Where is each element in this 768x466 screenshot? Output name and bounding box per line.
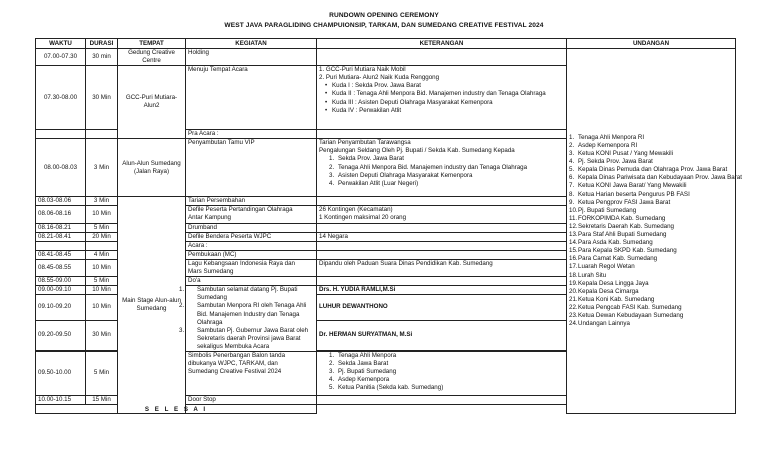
cell-durasi: 30 Min	[86, 66, 118, 130]
kuda-item: • Kuda IV : Perwakilan Atlit	[325, 107, 564, 115]
cell-waktu: 09.50-10.00	[36, 351, 86, 395]
list-text: Ketua Dewan Kebudayaan Sumedang	[578, 311, 684, 319]
cell-keterangan	[317, 206, 567, 223]
selesai-label: S E L E S A I	[36, 405, 317, 414]
cell-kegiatan	[186, 206, 317, 223]
list-number: 11.	[569, 214, 578, 222]
list-number: 5.	[569, 166, 575, 174]
cell-durasi: 4 Min	[86, 250, 118, 259]
list-text: FORKOPIMDA Kab. Sumedang	[578, 214, 666, 222]
cell-keterangan: Dr. HERMAN SURYATMAN, M.Si	[317, 320, 567, 350]
cell-waktu: 08.03-08.06	[36, 197, 86, 206]
cell-durasi: 30 Min	[86, 320, 118, 350]
list-text: Para Kepala SKPD Kab. Sumedang	[578, 247, 677, 255]
cell-tempat: Main Stage Alun-alun Sumedang	[118, 197, 186, 414]
cell-kegiatan	[186, 351, 317, 395]
header-waktu: WAKTU	[36, 39, 86, 49]
undangan-item	[569, 166, 733, 174]
balon-item	[329, 384, 564, 392]
cell-keterangan	[317, 241, 567, 250]
list-number: 18.	[569, 271, 578, 279]
cell-durasi: 10 Min	[86, 206, 118, 223]
list-text: Asisten Deputi Olahraga Masyarakat Kemenpora	[338, 171, 473, 179]
cell-kegiatan: Menuju Tempat Acara	[186, 66, 317, 130]
list-number: 8.	[569, 190, 575, 198]
list-text: Kepala Dinas Pemuda dan Olahraga Prov. Jawa Barat	[578, 166, 728, 174]
keterangan-line: Pengalungan Seldang Oleh Pj. Bupati / Sekda Kab. Sumedang Kepada	[319, 147, 515, 155]
undangan-item	[569, 174, 742, 182]
cell-kegiatan	[179, 286, 317, 352]
cell-keterangan	[317, 223, 567, 232]
list-number: 2.	[329, 360, 335, 368]
list-number: 24.	[569, 320, 578, 328]
balon-item	[329, 368, 564, 376]
cell-keterangan: LUHUR DEWANTHONO	[317, 295, 567, 320]
undangan-item	[569, 272, 733, 280]
list-number: 1.	[329, 155, 335, 163]
undangan-item	[569, 158, 733, 166]
list-text: Ketua Koni Kab. Sumedang	[578, 295, 655, 303]
undangan-item	[569, 199, 733, 207]
cell-waktu: 08.00-08.03	[36, 139, 86, 197]
cell-durasi: 5 Min	[86, 277, 118, 286]
list-number: 7.	[569, 182, 575, 190]
document-title: RUNDOWN OPENING CEREMONY	[329, 12, 439, 19]
cell-keterangan	[317, 277, 567, 286]
kuda-item: • Kuda III : Asisten Deputi Olahraga Masyarakat Kemenpora	[325, 99, 564, 107]
vip-item	[329, 180, 564, 188]
list-number: 23.	[569, 311, 578, 319]
list-number: 10.	[569, 206, 578, 214]
cell-waktu: 08.21-08.41	[36, 232, 86, 241]
keterangan-line: Tarian Penyambutan Tarawangsa	[319, 139, 411, 147]
list-number: 9.	[569, 198, 575, 206]
list-text: Tenaga Ahli Menpora Bid. Manajemen industry dan Tenaga Olahraga	[338, 163, 528, 171]
cell-waktu: 10.00-10.15	[36, 395, 86, 404]
list-number: 4.	[329, 179, 335, 187]
list-number: 1.	[569, 133, 575, 141]
undangan-item	[569, 207, 733, 215]
list-text: Luarah Regol Wetan	[578, 263, 635, 271]
sambutan-item	[179, 286, 314, 302]
balon-list	[319, 352, 564, 392]
cell-kegiatan: Do'a	[186, 277, 317, 286]
cell-kegiatan: Drumband	[186, 223, 317, 232]
undangan-item	[569, 142, 733, 150]
undangan-item	[569, 191, 733, 199]
cell-keterangan: Dipandu oleh Paduan Suara Dinas Pendidikan Kab. Sumedang	[317, 259, 567, 276]
list-text: Pj. Sekda Prov. Jawa Barat	[578, 158, 653, 166]
cell-kegiatan: Holding	[186, 49, 317, 66]
table-header-row	[36, 39, 736, 49]
list-number: 16.	[569, 255, 578, 263]
list-number: 17.	[569, 263, 578, 271]
undangan-item	[569, 312, 733, 320]
list-text: Ketua Pengcab FASI Kab. Sumedang	[578, 303, 682, 311]
vip-item	[329, 164, 564, 172]
list-text: Sambutan Menpora RI oleh Tenaga Ahli Bid. Manajemen Industry dan Tenaga Olahraga	[197, 302, 307, 326]
cell-waktu: 09.00-09.10	[36, 286, 86, 295]
list-number: 3.	[329, 171, 335, 179]
header-tempat: TEMPAT	[118, 39, 186, 49]
cell-durasi: 10 Min	[86, 259, 118, 276]
list-number: 22.	[569, 303, 578, 311]
keterangan-line: 1. GCC-Puri Mutiara Naik Mobil	[319, 66, 406, 74]
cell-waktu: 09.20-09.50	[36, 320, 86, 350]
cell-waktu: 08.06-08.16	[36, 206, 86, 223]
cell-kegiatan	[186, 259, 317, 276]
list-text: Sekda Jawa Barat	[338, 360, 389, 368]
kegiatan-line: Sumedang Creative Festival 2024	[188, 368, 282, 376]
list-number: 2.	[179, 302, 185, 310]
cell-waktu: 09.10-09.20	[36, 295, 86, 320]
list-text: Tenaga Ahli Menpora RI	[578, 133, 645, 141]
cell-keterangan	[317, 250, 567, 259]
list-number: 6.	[569, 174, 575, 182]
list-text: Asdep Kemenpora	[338, 376, 390, 384]
cell-keterangan: 14 Negara	[317, 232, 567, 241]
list-text: Tenaga Ahli Menpora	[338, 351, 397, 359]
list-number: 21.	[569, 295, 578, 303]
cell-keterangan	[317, 49, 567, 66]
cell-keterangan	[317, 130, 567, 139]
cell-durasi: 5 Min	[86, 223, 118, 232]
undangan-item	[569, 215, 733, 223]
cell-kegiatan: Penyambutan Tamu VIP	[186, 139, 317, 197]
list-text: Ketua Harian beserta Pengurus PB FASI	[578, 190, 690, 198]
undangan-list	[569, 133, 742, 328]
list-number: 2.	[329, 163, 335, 171]
list-number: 19.	[569, 279, 578, 287]
cell-waktu: 08.16-08.21	[36, 223, 86, 232]
list-number: 15.	[569, 247, 578, 255]
list-text: Sekretaris Daerah Kab. Sumedang	[578, 222, 674, 230]
balon-item	[329, 352, 564, 360]
list-text: Ketua Panitia (Sekda kab. Sumedang)	[338, 384, 444, 392]
kegiatan-line: Simbolis Penerbangan Balon tanda	[188, 351, 286, 359]
list-text: Ketua KONI Pusat / Yang Mewakili	[578, 150, 674, 158]
cell-keterangan	[317, 351, 567, 395]
list-number: 5.	[329, 384, 335, 392]
undangan-item	[569, 182, 733, 190]
cell-kegiatan: Pembukaan (MC)	[186, 250, 317, 259]
list-text: Sambutan Pj. Gubernur Jawa Barat oleh Sekretaris daerah Provinsi jawa Barat sekaligus Membuka Acara	[197, 326, 309, 350]
cell-durasi: 5 Min	[86, 351, 118, 395]
sambutan-list	[179, 286, 314, 351]
cell-durasi: 3 Min	[86, 197, 118, 206]
list-text: Asdep Kemenpora RI	[578, 142, 638, 149]
list-number: 14.	[569, 239, 578, 247]
kuda-list	[319, 82, 564, 114]
undangan-item	[569, 247, 733, 255]
list-text: Sambutan selamat datang Pj. Bupati Sumedang	[197, 286, 298, 302]
list-number: 13.	[569, 231, 578, 239]
list-number: 3.	[569, 150, 575, 158]
list-number: 3.	[179, 326, 185, 334]
cell-waktu	[36, 130, 86, 139]
list-text: Perwakilan Atlit (Luar Negeri)	[338, 179, 419, 187]
undangan-item	[569, 320, 733, 328]
kegiatan-line: Mars Sumedang	[188, 268, 234, 276]
list-number: 4.	[329, 376, 335, 384]
keterangan-line: 26 Kontingen (Kecamatan)	[319, 206, 393, 214]
kegiatan-line: Antar Kampung	[188, 214, 231, 222]
list-text: Kepala Desa Cimarga	[578, 287, 639, 295]
undangan-item	[569, 263, 733, 271]
kegiatan-line: Lagu Kebangsaan Indonesia Raya dan	[188, 259, 295, 267]
list-number: 2.	[569, 142, 575, 149]
list-number: 3.	[329, 368, 335, 376]
undangan-item	[569, 150, 733, 158]
rundown-table	[35, 38, 742, 414]
cell-kegiatan: Defile Bendera Peserta WJPC	[186, 232, 317, 241]
list-number: 20.	[569, 287, 578, 295]
vip-item	[329, 172, 564, 180]
list-text: Para Camat Kab. Sumedang	[578, 255, 658, 263]
vip-item	[329, 155, 564, 163]
list-text: Undangan Lainnya	[578, 320, 630, 328]
document-subtitle: WEST JAVA PARAGLIDING CHAMPUIONSIP, TARKAM, DAN SUMEDANG CREATIVE FESTIVAL 2024	[224, 22, 544, 29]
vip-list	[319, 155, 564, 187]
balon-item	[329, 360, 564, 368]
list-text: Para Staf Ahli Bupati Sumedang	[578, 231, 667, 239]
header-durasi: DURASI	[86, 39, 118, 49]
undangan-item	[569, 280, 733, 288]
kegiatan-line: Defile Peserta Pertandingan Olahraga	[188, 206, 293, 214]
cell-keterangan	[317, 395, 567, 404]
header-undangan: UNDANGAN	[567, 39, 736, 49]
balon-item	[329, 376, 564, 384]
list-text: Ketua KONI Jawa Barat/ Yang Mewakili	[578, 182, 687, 190]
list-text: Para Asda Kab. Sumedang	[578, 239, 653, 247]
cell-keterangan	[317, 66, 567, 130]
list-text: Sekda Prov. Jawa Barat	[338, 155, 404, 163]
keterangan-line: 2. Puri Mutiara- Alun2 Naik Kuda Renggong	[319, 74, 440, 82]
cell-waktu	[36, 241, 86, 250]
cell-tempat: Alun-Alun Sumedang (Jalan Raya)	[118, 139, 186, 197]
cell-durasi: 30 min	[86, 49, 118, 66]
list-text: Ketua Pengprov FASI Jawa Barat	[578, 198, 671, 206]
undangan-item	[569, 255, 733, 263]
cell-durasi	[86, 130, 118, 139]
cell-kegiatan: Door Stop	[186, 395, 317, 404]
kuda-item: • Kuda II : Tenaga Ahli Menpora Bid. Manajemen industry dan Tenaga Olahraga	[325, 90, 564, 98]
cell-waktu: 08.41-08.45	[36, 250, 86, 259]
sambutan-item	[179, 326, 314, 351]
list-number: 4.	[569, 158, 575, 166]
list-number: 1.	[179, 286, 185, 294]
kegiatan-line: dibukanya WJPC, TARKAM, dan	[188, 360, 278, 368]
undangan-item	[569, 304, 733, 312]
sambutan-item	[179, 302, 314, 326]
undangan-item	[569, 296, 733, 304]
cell-waktu: 07.00-07.30	[36, 49, 86, 66]
cell-durasi: 15 Min	[86, 395, 118, 404]
cell-durasi: 20 Min	[86, 232, 118, 241]
kuda-item: • Kuda I : Sekda Prov. Jawa Barat	[325, 82, 564, 90]
cell-kegiatan: Tarian Persembahan	[186, 197, 317, 206]
cell-kegiatan: Pra Acara :	[186, 130, 317, 139]
list-number: 1.	[329, 351, 335, 359]
header-keterangan: KETERANGAN	[317, 39, 567, 49]
cell-keterangan: Drs. H. YUDIA RAMLI,M.Si	[317, 286, 567, 295]
keterangan-line: 1 Kontingen maksimal 20 orang	[319, 214, 407, 222]
list-text: Pj. Bupati Sumedang	[338, 368, 397, 376]
table-row	[36, 49, 736, 66]
cell-durasi	[86, 241, 118, 250]
header-kegiatan: KEGIATAN	[186, 39, 317, 49]
list-text: Kepala Desa Lingga Jaya	[578, 279, 649, 287]
list-text: Pj. Bupati Sumedang	[578, 206, 637, 214]
undangan-item	[569, 288, 733, 296]
undangan-item	[569, 134, 733, 142]
undangan-item	[569, 239, 733, 247]
cell-keterangan	[317, 197, 567, 206]
cell-durasi: 10 Min	[86, 286, 118, 295]
cell-durasi: 3 Min	[86, 139, 118, 197]
undangan-item	[569, 223, 733, 231]
list-text: Kepala Dinas Pariwisata dan Kebudayaan Prov. Jawa Barat	[578, 174, 742, 182]
cell-keterangan	[317, 139, 567, 197]
cell-waktu: 08.45-08.55	[36, 259, 86, 276]
cell-kegiatan: Acara :	[186, 241, 317, 250]
undangan-item	[569, 231, 733, 239]
list-number: 12.	[569, 222, 578, 230]
cell-durasi: 10 Min	[86, 295, 118, 320]
cell-tempat: GCC-Puri Mutiara-Alun2	[118, 66, 186, 139]
undangan-cell	[567, 49, 742, 414]
cell-waktu: 08.55-09.00	[36, 277, 86, 286]
cell-waktu: 07.30-08.00	[36, 66, 86, 130]
list-text: Lurah Situ	[578, 271, 607, 279]
cell-tempat: Gedung Creative Centre	[118, 49, 186, 66]
